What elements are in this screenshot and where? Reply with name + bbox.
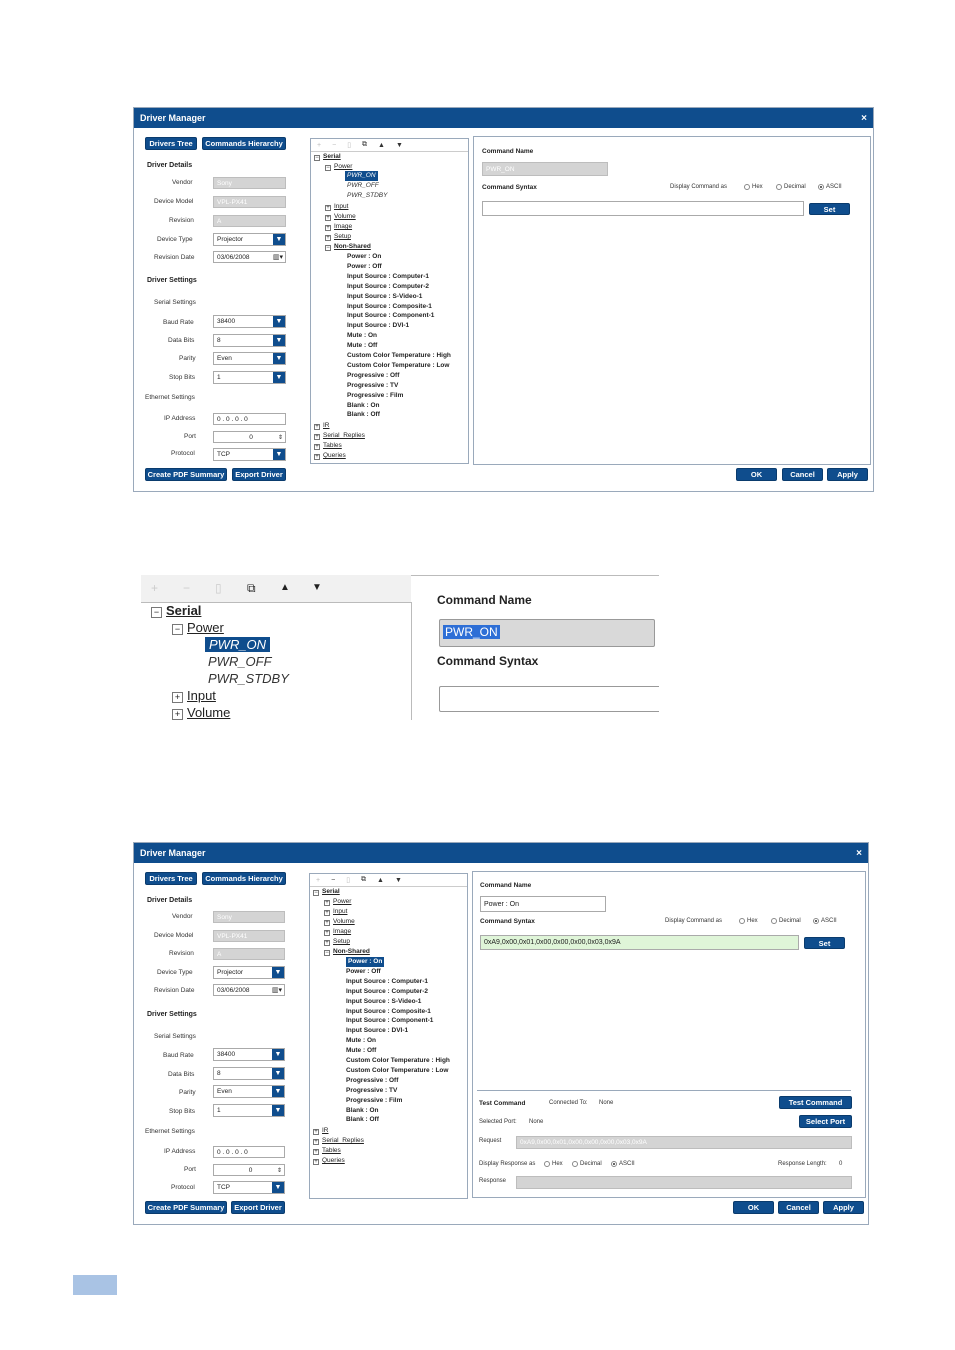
tree-volume[interactable]: Volume [334, 213, 356, 220]
command-panel [472, 871, 866, 1198]
tree-command-item[interactable]: Input Source : DVI-1 [346, 1027, 409, 1035]
request-label: Request [479, 1138, 502, 1144]
ip-address-field[interactable]: 0 . 0 . 0 . 0 [213, 413, 286, 425]
zoom-command-name-value: PWR_ON [445, 625, 498, 639]
tree-command-item[interactable]: Progressive : Film [346, 1096, 403, 1104]
parity-label: Parity [179, 355, 196, 362]
expand-icon[interactable]: + [315, 434, 319, 440]
protocol-value: TCP [217, 451, 230, 458]
hex-radio-label: Hex [552, 1161, 563, 1167]
protocol-value: TCP [217, 1184, 230, 1191]
zoom-command-name-field[interactable] [439, 619, 655, 647]
stop-bits-value: 1 [217, 1107, 221, 1114]
tree-power[interactable]: Power [334, 163, 353, 170]
collapse-icon[interactable]: − [325, 950, 329, 956]
driver-settings-heading: Driver Settings [147, 277, 197, 284]
tree-command-item[interactable]: Input Source : Composite-1 [347, 302, 432, 310]
connected-to-value: None [599, 1100, 614, 1106]
expand-icon[interactable]: + [325, 900, 329, 906]
driver-settings-heading: Driver Settings [147, 1011, 197, 1018]
expand-icon[interactable]: + [172, 692, 183, 703]
delete-icon[interactable]: ▯ [347, 142, 352, 149]
port-value: 0 [249, 433, 253, 441]
data-bits-label: Data Bits [168, 337, 195, 344]
revision-date-value: 03/06/2008 [217, 986, 250, 994]
tree-pwr-stdby[interactable]: PWR_STDBY [347, 192, 388, 199]
port-stepper[interactable] [213, 1164, 285, 1176]
collapse-icon[interactable]: − [172, 624, 183, 635]
tree-command-item[interactable]: Blank : Off [346, 1116, 379, 1124]
vendor-field[interactable]: Sony [213, 177, 286, 189]
tree-ir[interactable]: IR [323, 422, 330, 429]
collapse-icon[interactable]: − [314, 890, 318, 896]
expand-icon[interactable]: + [315, 424, 319, 430]
tree-toolbar [311, 139, 468, 152]
protocol-select[interactable] [213, 1181, 285, 1194]
radio-circle [776, 184, 782, 190]
hex-radio[interactable] [739, 918, 758, 924]
vendor-label: Vendor [172, 179, 193, 186]
response-label: Response [479, 1178, 507, 1184]
tree-command-item[interactable]: Input Source : Component-1 [346, 1017, 434, 1025]
move-down-icon[interactable]: ▼ [394, 876, 402, 884]
move-up-icon[interactable]: ▲ [378, 141, 385, 149]
tree-command-item[interactable]: Progressive : TV [346, 1086, 398, 1094]
display-command-as-label: Display Command as [670, 184, 728, 190]
chevron-down-icon: ▼ [273, 353, 285, 364]
device-model-field[interactable]: VPL-PX41 [213, 196, 286, 208]
zoomed-view [141, 575, 659, 720]
revision-date-field[interactable] [213, 984, 285, 996]
revision-date-label: Revision Date [154, 254, 195, 261]
close-icon[interactable]: × [856, 847, 862, 859]
protocol-select[interactable] [213, 448, 286, 461]
tree-command-item[interactable]: Input Source : Computer-1 [347, 272, 429, 280]
ascii-radio[interactable] [813, 918, 837, 924]
device-type-select[interactable] [213, 233, 286, 246]
chevron-down-icon: ▼ [272, 967, 284, 978]
hex-radio-label: Hex [752, 184, 763, 190]
port-value: 0 [248, 1166, 253, 1174]
connected-to-label: Connected To: [549, 1100, 588, 1106]
tree-command-item[interactable]: Progressive : Off [347, 371, 400, 379]
driver-details-heading: Driver Details [147, 162, 193, 169]
device-model-label: Device Model [154, 932, 194, 939]
ok-button[interactable]: OK [733, 1201, 774, 1214]
revision-date-label: Revision Date [154, 987, 195, 994]
move-up-icon[interactable]: ▲ [377, 876, 384, 884]
parity-label: Parity [179, 1089, 196, 1096]
parity-select[interactable] [213, 1085, 285, 1098]
expand-icon[interactable]: + [326, 235, 330, 241]
window-title: Driver Manager [140, 848, 206, 858]
collapse-icon[interactable]: − [326, 245, 330, 251]
stop-bits-select[interactable] [213, 371, 286, 384]
tree-setup[interactable]: Setup [333, 938, 350, 945]
create-pdf-button[interactable]: Create PDF Summary [145, 468, 227, 481]
tree-setup[interactable]: Setup [334, 233, 351, 240]
tree-command-item[interactable]: Input Source : Computer-2 [347, 282, 429, 290]
tree-command-item[interactable]: Input Source : Composite-1 [346, 1007, 431, 1015]
stop-bits-label: Stop Bits [169, 1108, 196, 1115]
expand-icon[interactable]: + [314, 1149, 318, 1155]
tree-tables[interactable]: Tables [323, 442, 342, 449]
selected-port-label: Selected Port: [479, 1119, 517, 1125]
tree-command-item[interactable]: Mute : Off [347, 342, 378, 350]
zoom-tree-volume[interactable]: Volume [187, 705, 231, 720]
command-name-label: Command Name [482, 148, 534, 155]
tree-queries[interactable]: Queries [322, 1157, 345, 1164]
display-response-as-label: Display Response as [479, 1161, 536, 1167]
cancel-button[interactable]: Cancel [782, 468, 823, 481]
chevron-down-icon: ▼ [272, 1049, 284, 1060]
cancel-button[interactable]: Cancel [778, 1201, 819, 1214]
expand-icon[interactable]: + [315, 444, 319, 450]
ip-address-label: IP Address [164, 1148, 196, 1155]
chevron-down-icon: ▼ [273, 449, 285, 460]
radio-circle [771, 918, 777, 924]
device-model-field[interactable]: VPL-PX41 [213, 930, 285, 942]
port-stepper[interactable] [213, 431, 286, 443]
tree-command-item[interactable]: Power : On [348, 958, 383, 965]
tree-input[interactable]: Input [333, 908, 348, 915]
export-driver-button[interactable]: Export Driver [232, 468, 286, 481]
command-name-field[interactable]: Power : On [480, 896, 606, 912]
tree-command-item[interactable]: Blank : Off [347, 411, 380, 419]
ethernet-settings-label: Ethernet Settings [145, 1128, 195, 1135]
tab-drivers-tree[interactable]: Drivers Tree [145, 872, 197, 885]
baud-rate-select[interactable] [213, 1048, 285, 1061]
device-type-value: Projector [217, 236, 244, 243]
data-bits-select[interactable] [213, 334, 286, 347]
driver-manager-window-bottom [133, 842, 869, 1225]
response-decimal-radio[interactable] [572, 1161, 602, 1167]
command-syntax-field[interactable]: 0xA9,0x00,0x01,0x00,0x00,0x00,0x03,0x9A [480, 935, 799, 950]
tree-input[interactable]: Input [334, 203, 349, 210]
tree-tables[interactable]: Tables [322, 1147, 341, 1154]
decimal-radio[interactable] [771, 918, 801, 924]
response-length-value: 0 [839, 1161, 843, 1167]
window-titlebar [134, 843, 868, 863]
expand-icon[interactable]: + [315, 454, 319, 460]
protocol-label: Protocol [171, 1184, 195, 1191]
serial-settings-label: Serial Settings [154, 299, 196, 306]
collapse-icon[interactable]: − [326, 165, 330, 171]
response-ascii-radio[interactable] [611, 1161, 635, 1167]
revision-date-field[interactable] [213, 251, 286, 263]
expand-icon[interactable]: + [325, 920, 329, 926]
display-command-as-label: Display Command as [665, 918, 723, 924]
zoom-command-syntax-label: Command Syntax [437, 654, 539, 668]
tree-command-item[interactable]: Progressive : Off [346, 1076, 399, 1084]
set-button[interactable]: Set [804, 937, 845, 949]
tree-command-item[interactable]: Mute : On [347, 332, 377, 340]
protocol-label: Protocol [171, 450, 195, 457]
commands-tree [309, 873, 468, 1199]
ascii-radio-label: ASCII [821, 918, 837, 924]
move-up-icon[interactable]: ▲ [280, 582, 290, 593]
expand-icon[interactable]: + [326, 205, 330, 211]
tree-serial-replies[interactable]: Serial_Replies [322, 1137, 364, 1144]
stop-bits-value: 1 [217, 374, 221, 381]
decimal-radio-label: Decimal [779, 918, 801, 924]
zoom-tree-toolbar [141, 575, 411, 603]
delete-icon[interactable]: ▯ [346, 877, 351, 884]
radio-circle-checked [611, 1161, 617, 1167]
delete-icon[interactable]: ▯ [215, 581, 222, 595]
tree-power[interactable]: Power [333, 898, 352, 905]
expand-icon[interactable]: + [314, 1129, 318, 1135]
add-icon[interactable]: + [151, 581, 159, 595]
test-divider [477, 1090, 851, 1091]
expand-icon[interactable]: + [326, 225, 330, 231]
revision-field[interactable]: A [213, 948, 285, 960]
zoom-tree-input[interactable]: Input [187, 688, 216, 703]
close-icon[interactable]: × [861, 112, 867, 124]
parity-select[interactable] [213, 352, 286, 365]
tree-command-item[interactable]: Input Source : Component-1 [347, 312, 435, 320]
port-label: Port [184, 433, 196, 440]
baud-rate-select[interactable] [213, 315, 286, 328]
response-hex-radio[interactable] [544, 1161, 563, 1167]
device-type-select[interactable] [213, 966, 285, 979]
ascii-radio[interactable] [818, 184, 842, 190]
tree-command-item[interactable]: Progressive : Film [347, 391, 404, 399]
test-command-button[interactable]: Test Command [779, 1096, 852, 1109]
radio-circle-checked [813, 918, 819, 924]
revision-label: Revision [169, 950, 194, 957]
stepper-icon[interactable]: ⇕ [277, 434, 283, 441]
device-type-label: Device Type [157, 969, 193, 976]
decimal-radio-label: Decimal [580, 1161, 602, 1167]
baud-rate-value: 38400 [217, 1051, 236, 1058]
zoom-tree-pwr-stdby[interactable]: PWR_STDBY [208, 671, 289, 686]
tree-serial[interactable]: Serial [323, 153, 341, 160]
calendar-icon[interactable]: ▥▾ [271, 987, 282, 994]
response-length-label: Response Length: [778, 1161, 827, 1167]
commands-tree [310, 138, 469, 464]
stop-bits-select[interactable] [213, 1104, 285, 1117]
tree-command-item[interactable]: Progressive : TV [347, 381, 399, 389]
collapse-icon[interactable]: − [315, 155, 319, 161]
remove-icon[interactable]: − [183, 581, 191, 595]
command-syntax-label: Command Syntax [482, 184, 537, 191]
ok-button[interactable]: OK [736, 468, 777, 481]
revision-date-value: 03/06/2008 [217, 253, 250, 261]
driver-details-heading: Driver Details [147, 897, 193, 904]
response-field[interactable] [516, 1176, 852, 1189]
move-down-icon[interactable]: ▼ [395, 141, 403, 149]
zoom-tree-pwr-off[interactable]: PWR_OFF [208, 654, 272, 669]
copy-icon[interactable]: ⧉ [361, 876, 367, 883]
tree-command-item[interactable]: Custom Color Temperature : High [347, 352, 451, 359]
chevron-down-icon: ▼ [273, 234, 285, 245]
tree-command-item[interactable]: Custom Color Temperature : Low [346, 1066, 449, 1074]
baud-rate-value: 38400 [217, 318, 236, 325]
zoom-tree-serial[interactable]: Serial [166, 603, 202, 618]
data-bits-value: 8 [217, 337, 221, 344]
command-syntax-field[interactable] [482, 201, 804, 216]
copy-icon[interactable]: ⧉ [247, 581, 256, 595]
parity-value: Even [217, 1088, 232, 1095]
port-label: Port [184, 1166, 196, 1173]
tab-drivers-tree[interactable]: Drivers Tree [145, 137, 197, 150]
select-port-button[interactable]: Select Port [799, 1115, 852, 1128]
vendor-label: Vendor [172, 913, 193, 920]
chevron-down-icon: ▼ [273, 372, 285, 383]
page-marker [73, 1275, 117, 1295]
tree-command-item[interactable]: Blank : On [346, 1106, 379, 1114]
device-type-label: Device Type [157, 236, 193, 243]
revision-field[interactable]: A [213, 215, 286, 227]
tree-command-item[interactable]: Power : Off [346, 967, 381, 975]
window-title: Driver Manager [140, 113, 206, 123]
tree-command-item[interactable]: Power : Off [347, 262, 382, 270]
baud-rate-label: Baud Rate [163, 319, 194, 326]
export-driver-button[interactable]: Export Driver [231, 1201, 285, 1214]
tree-command-item[interactable]: Input Source : S-Video-1 [347, 292, 423, 300]
tree-serial[interactable]: Serial [322, 888, 340, 895]
stop-bits-label: Stop Bits [169, 374, 196, 381]
chevron-down-icon: ▼ [273, 335, 285, 346]
chevron-down-icon: ▼ [272, 1086, 284, 1097]
serial-settings-label: Serial Settings [154, 1033, 196, 1040]
command-name-field[interactable]: PWR_ON [482, 162, 608, 176]
create-pdf-button[interactable]: Create PDF Summary [145, 1201, 227, 1214]
zoom-command-syntax-field[interactable] [439, 686, 659, 712]
tree-image[interactable]: Image [334, 223, 353, 230]
expand-icon[interactable]: + [325, 910, 329, 916]
device-model-label: Device Model [154, 198, 194, 205]
parity-value: Even [217, 355, 232, 362]
tree-command-item[interactable]: Custom Color Temperature : Low [347, 361, 450, 369]
command-panel [473, 136, 871, 465]
tree-pwr-off[interactable]: PWR_OFF [347, 182, 379, 189]
tree-command-item[interactable]: Blank : On [347, 401, 380, 409]
apply-button[interactable]: Apply [823, 1201, 864, 1214]
radio-circle [544, 1161, 550, 1167]
hex-radio[interactable] [744, 184, 763, 190]
decimal-radio[interactable] [776, 184, 806, 190]
vendor-field[interactable]: Sony [213, 911, 285, 923]
device-type-value: Projector [217, 969, 244, 976]
expand-icon[interactable]: + [326, 215, 330, 221]
command-syntax-label: Command Syntax [480, 918, 535, 925]
radio-circle-checked [818, 184, 824, 190]
copy-icon[interactable]: ⧉ [362, 141, 368, 148]
tree-command-item[interactable]: Input Source : Computer-2 [346, 987, 428, 995]
tree-non-shared[interactable]: Non-Shared [334, 243, 371, 250]
expand-icon[interactable]: + [314, 1139, 318, 1145]
radio-circle [572, 1161, 578, 1167]
expand-icon[interactable]: + [172, 709, 183, 720]
data-bits-select[interactable] [213, 1067, 285, 1080]
test-command-heading: Test Command [479, 1100, 526, 1107]
tree-command-item[interactable]: Input Source : Computer-1 [346, 977, 428, 985]
tree-command-item[interactable]: Mute : On [346, 1037, 376, 1045]
tree-command-item[interactable]: Power : On [347, 253, 382, 260]
data-bits-value: 8 [217, 1070, 221, 1077]
ascii-radio-label: ASCII [826, 184, 842, 190]
ethernet-settings-label: Ethernet Settings [145, 394, 195, 401]
tree-queries[interactable]: Queries [323, 452, 346, 459]
tree-command-item[interactable]: Custom Color Temperature : High [346, 1057, 450, 1064]
expand-icon[interactable]: + [325, 940, 329, 946]
radio-circle [739, 918, 745, 924]
zoom-tree-power[interactable]: Power [187, 620, 224, 635]
radio-circle [744, 184, 750, 190]
collapse-icon[interactable]: − [151, 607, 162, 618]
command-name-label: Command Name [480, 882, 532, 889]
tree-ir[interactable]: IR [322, 1127, 329, 1134]
revision-label: Revision [169, 217, 194, 224]
driver-manager-window-top [133, 107, 874, 492]
ip-address-field[interactable]: 0 . 0 . 0 . 0 [213, 1146, 285, 1158]
add-icon[interactable]: + [317, 141, 322, 149]
tree-serial-replies[interactable]: Serial_Replies [323, 432, 365, 439]
apply-button[interactable]: Apply [827, 468, 868, 481]
calendar-icon[interactable]: ▥▾ [272, 254, 283, 261]
tree-image[interactable]: Image [333, 928, 352, 935]
chevron-down-icon: ▼ [273, 316, 285, 327]
decimal-radio-label: Decimal [784, 184, 806, 190]
expand-icon[interactable]: + [325, 930, 329, 936]
zoom-right-border [411, 575, 659, 576]
zoom-command-name-label: Command Name [437, 593, 532, 607]
tree-volume[interactable]: Volume [333, 918, 355, 925]
tree-non-shared[interactable]: Non-Shared [333, 948, 370, 955]
tab-commands-hierarchy[interactable]: Commands Hierarchy [202, 137, 286, 150]
ascii-radio-label: ASCII [619, 1161, 635, 1167]
tree-pwr-on[interactable]: PWR_ON [347, 172, 376, 179]
selected-port-value: None [529, 1119, 544, 1125]
move-down-icon[interactable]: ▼ [312, 582, 322, 593]
ip-address-label: IP Address [164, 415, 196, 422]
chevron-down-icon: ▼ [272, 1068, 284, 1079]
tree-command-item[interactable]: Input Source : S-Video-1 [346, 997, 422, 1005]
chevron-down-icon: ▼ [272, 1105, 284, 1116]
expand-icon[interactable]: + [314, 1159, 318, 1165]
hex-radio-label: Hex [747, 918, 758, 924]
add-icon[interactable]: + [316, 876, 321, 884]
data-bits-label: Data Bits [168, 1071, 195, 1078]
tree-command-item[interactable]: Mute : Off [346, 1047, 377, 1055]
chevron-down-icon: ▼ [272, 1182, 284, 1193]
tab-commands-hierarchy[interactable]: Commands Hierarchy [202, 872, 286, 885]
tree-command-item[interactable]: Input Source : DVI-1 [347, 322, 410, 330]
tree-toolbar [310, 874, 467, 887]
window-titlebar [134, 108, 873, 128]
zoom-tree-pwr-on[interactable]: PWR_ON [205, 637, 270, 652]
stepper-icon[interactable]: ⇕ [276, 1167, 282, 1174]
request-field[interactable]: 0xA9,0x00,0x01,0x00,0x00,0x00,0x03,0x9A [516, 1136, 852, 1149]
remove-icon[interactable]: − [331, 876, 336, 884]
set-button[interactable]: Set [809, 203, 850, 215]
remove-icon[interactable]: − [332, 141, 337, 149]
baud-rate-label: Baud Rate [163, 1052, 194, 1059]
